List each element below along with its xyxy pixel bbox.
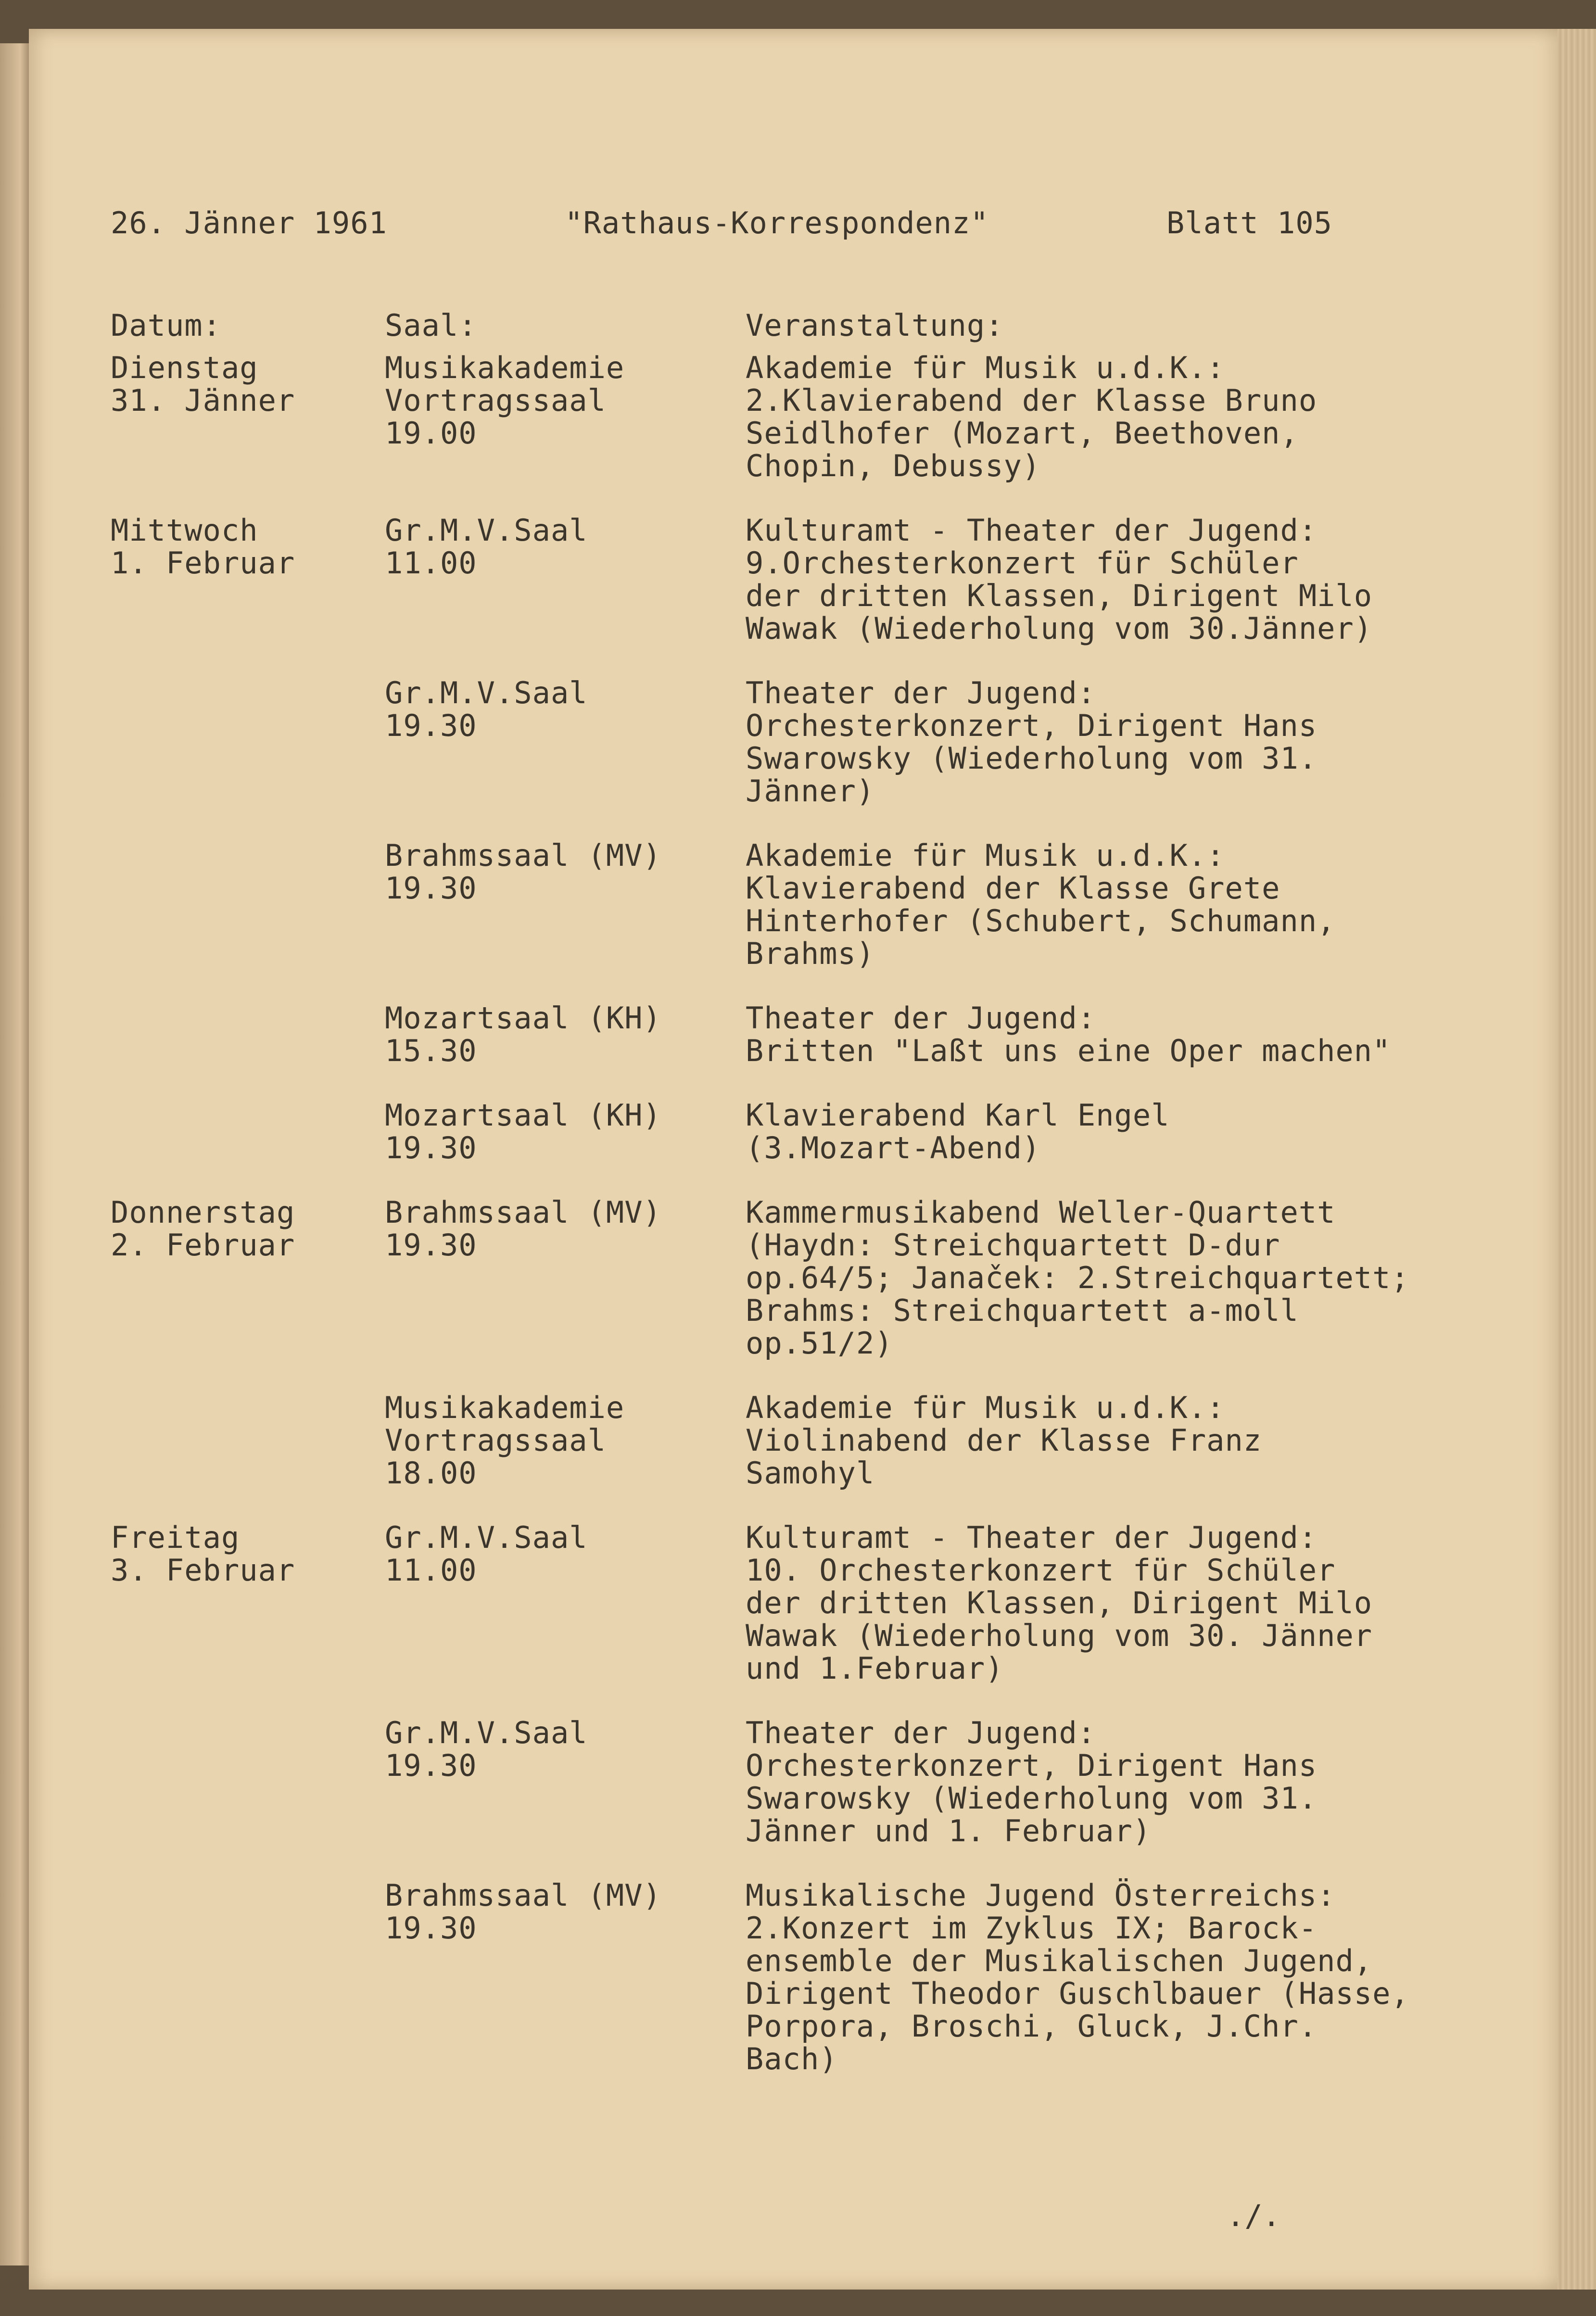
event-row (111, 1521, 1482, 1685)
event-description: Klavierabend Karl Engel (3.Mozart-Abend) (746, 1098, 1170, 1165)
event-date (111, 839, 385, 970)
continuation-mark: ./. (1227, 2198, 1280, 2233)
column-header-date: Datum: (111, 308, 221, 343)
event-row (111, 839, 1482, 970)
typed-document (111, 207, 1482, 2107)
event-hall: Brahmssaal (MV) 19.30 (385, 1195, 661, 1263)
event-row (111, 1002, 1482, 1067)
header-date: 26. Jänner 1961 (111, 205, 387, 240)
header-sheet-number: Blatt 105 (1166, 205, 1332, 240)
event-description: Musikalische Jugend Österreichs: 2.Konzert im Zyklus IX; Barock- ensemble der Musikalischen Jugend, Dirigent Theodor Guschlbauer (Hasse, Porpora, Broschi, Gluck, J.Chr. Bach) (746, 1878, 1409, 2076)
event-hall: Gr.M.V.Saal 19.30 (385, 675, 588, 743)
event-row (111, 1196, 1482, 1360)
event-description: Theater der Jugend: Orchesterkonzert, Dirigent Hans Swarowsky (Wiederholung vom 31. Jänner) (746, 675, 1317, 809)
event-date: Mittwoch 1. Februar (111, 513, 295, 581)
event-date (111, 1879, 385, 2076)
event-description: Akademie für Musik u.d.K.: Violinabend der Klasse Franz Samohyl (746, 1390, 1262, 1491)
event-hall: Brahmssaal (MV) 19.30 (385, 1878, 661, 1946)
event-date: Donnerstag 2. Februar (111, 1195, 295, 1263)
event-description: Theater der Jugend: Orchesterkonzert, Dirigent Hans Swarowsky (Wiederholung vom 31. Jänner und 1. Februar) (746, 1715, 1317, 1848)
event-row (111, 1392, 1482, 1490)
event-row (111, 677, 1482, 808)
event-hall: Gr.M.V.Saal 11.00 (385, 1520, 588, 1588)
event-date: Freitag 3. Februar (111, 1520, 295, 1588)
event-row (111, 352, 1482, 482)
event-row (111, 1879, 1482, 2076)
event-date (111, 1002, 385, 1067)
event-hall: Brahmssaal (MV) 19.30 (385, 838, 661, 906)
event-date (111, 1717, 385, 1848)
event-description: Kulturamt - Theater der Jugend: 9.Orchesterkonzert für Schüler der dritten Klassen, Dirigent Milo Wawak (Wiederholung vom 30.Jänner) (746, 513, 1373, 646)
column-header-event: Veranstaltung: (746, 308, 1004, 343)
column-headers (111, 309, 1482, 342)
event-date (111, 677, 385, 808)
event-hall: Mozartsaal (KH) 15.30 (385, 1000, 661, 1068)
event-description: Theater der Jugend: Britten "Laßt uns eine Oper machen" (746, 1000, 1391, 1068)
event-hall: Gr.M.V.Saal 19.30 (385, 1715, 588, 1783)
column-header-hall: Saal: (385, 308, 477, 343)
event-hall: Mozartsaal (KH) 19.30 (385, 1098, 661, 1165)
event-description: Kulturamt - Theater der Jugend: 10. Orchesterkonzert für Schüler der dritten Klassen, Dirigent Milo Wawak (Wiederholung vom 30. Jänner und 1.Februar) (746, 1520, 1373, 1686)
header-title: "Rathaus-Korrespondenz" (565, 205, 989, 240)
event-date (111, 1099, 385, 1164)
event-hall: Musikakademie Vortragssaal 19.00 (385, 350, 625, 451)
event-description: Kammermusikabend Weller-Quartett (Haydn: Streichquartett D-dur op.64/5; Janaček: 2.Streichquartett; Brahms: Streichquartett a-moll op.51/2) (746, 1195, 1409, 1361)
event-description: Akademie für Musik u.d.K.: Klavierabend der Klasse Grete Hinterhofer (Schubert, Schumann, Brahms) (746, 838, 1336, 971)
event-date (111, 1392, 385, 1490)
event-row (111, 1099, 1482, 1164)
event-description: Akademie für Musik u.d.K.: 2.Klavierabend der Klasse Bruno Seidlhofer (Mozart, Beethoven, Chopin, Debussy) (746, 350, 1317, 483)
event-hall: Musikakademie Vortragssaal 18.00 (385, 1390, 625, 1491)
page-header (111, 207, 1332, 240)
event-hall: Gr.M.V.Saal 11.00 (385, 513, 588, 581)
event-date: Dienstag 31. Jänner (111, 350, 295, 418)
event-row (111, 1717, 1482, 1848)
page-stack-edge (1558, 29, 1596, 2290)
event-row (111, 514, 1482, 645)
